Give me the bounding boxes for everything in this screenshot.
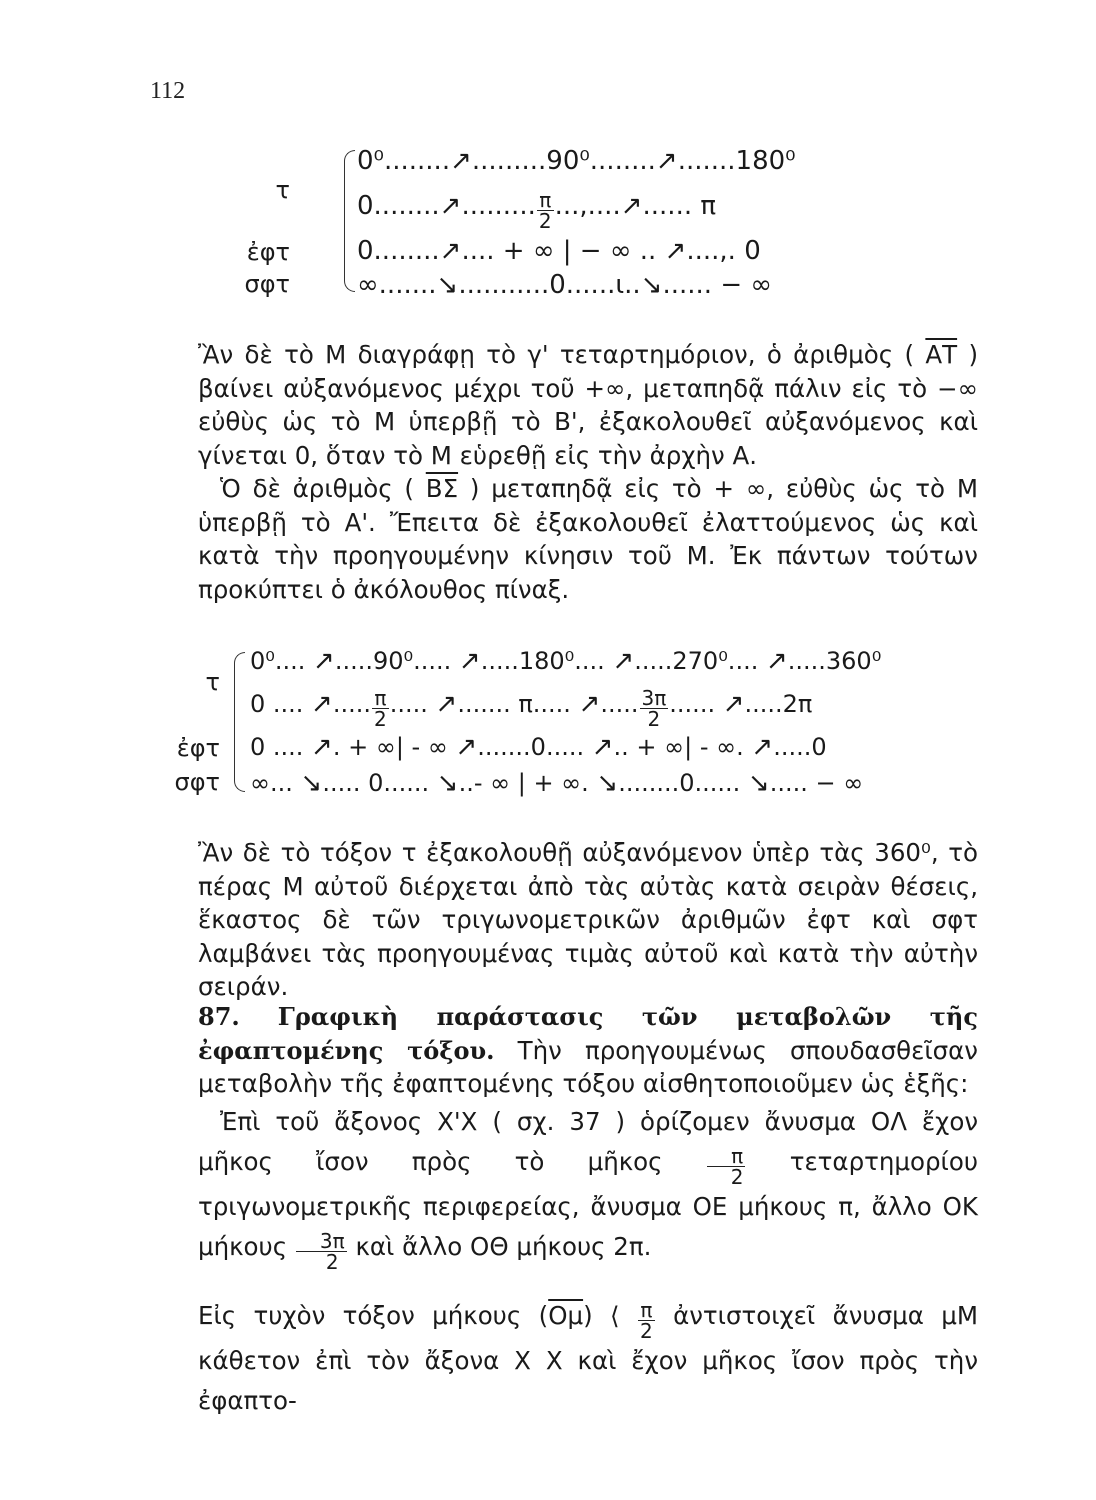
arrow-down-icon: ↘ — [596, 768, 619, 798]
text-run: Ἐπὶ τοῦ ἄξονος Χ'Χ ( σχ. 37 ) ὁρίζομεν ἄνυσμα ΟΛ ἔχον μῆκος ἴσον πρὸς τὸ μῆκος — [198, 1107, 978, 1176]
label-tau: τ — [205, 668, 220, 696]
label-sft: σφτ — [174, 768, 220, 796]
cell-text: 0........ — [357, 191, 440, 221]
arrow-down-icon: ↘ — [436, 768, 459, 798]
arrow-down-icon: ↘ — [300, 768, 323, 798]
arrow-up-icon: ↗ — [765, 646, 788, 676]
arrow-up-icon: ↗ — [313, 646, 335, 676]
arrow-down-icon: ↘ — [640, 270, 663, 300]
fraction-numerator: π — [539, 188, 552, 212]
cell-text: 0⁰........ — [357, 146, 451, 176]
arrow-up-icon: ↗ — [435, 689, 458, 719]
cell-text: . + ∞| - ∞ — [332, 733, 456, 761]
fraction — [638, 1300, 655, 1341]
paragraph — [198, 1102, 978, 1272]
fraction-numerator: π — [374, 686, 387, 710]
table-brace — [234, 652, 245, 792]
arrow-up-icon: ↗ — [722, 689, 745, 719]
cell-text: ...,.... — [554, 191, 621, 221]
text-run: Ἂν δὲ τὸ Μ διαγράφῃ τὸ γ' τεταρτημόριον, ὁ ἀριθμὸς ( — [198, 340, 915, 369]
cell-text: ...........0......ι.. — [458, 270, 641, 300]
page-number: 112 — [150, 78, 186, 104]
cell-text: .....2π — [744, 690, 813, 718]
fraction-denominator: 2 — [538, 209, 552, 233]
fraction-denominator: 2 — [707, 1166, 746, 1187]
arrow-up-icon: ↗ — [450, 146, 472, 176]
cell-text: ∞... — [250, 769, 301, 797]
cell-text: .....360⁰ — [787, 647, 882, 675]
fraction-numerator: π — [731, 1144, 744, 1168]
fraction-denominator: 2 — [640, 708, 669, 729]
text-run: ἀντιστοιχεῖ ἄνυσμα μΜ κάθετον ἐπὶ τὸν ἄξονα Χ Χ καὶ ἔχον μῆκος ἴσον πρὸς τὴν ἐφαπτο- — [198, 1301, 978, 1415]
text-run: Ὁ δὲ ἀριθμὸς ( — [220, 474, 414, 503]
section-87 — [198, 1000, 978, 1101]
text-run: ) βαίνει αὐξανόμενος μέχρι τοῦ +∞, μεταπηδᾷ πάλιν εἰς τὸ −∞ εὐθὺς ὡς τὸ Μ ὑπερβῇ τὸ Β', ἐξακολουθεῖ αὐξανόμενος καὶ γίνεται 0, ὅταν τὸ Μ εὑρεθῇ εἰς τὴν ἀρχὴν Α. — [198, 340, 978, 470]
arrow-up-icon: ↗ — [655, 146, 678, 176]
cell-text: 0 .... — [250, 690, 312, 718]
cell-text: ..... — [332, 690, 371, 718]
cell-text: ...... π — [642, 191, 717, 221]
cell-text: .....0 — [773, 733, 827, 761]
fraction-denominator: 2 — [639, 1319, 653, 1343]
cell-text: ....,. 0 — [686, 236, 761, 266]
cell-text: 0........ — [357, 236, 440, 266]
arrow-down-icon: ↘ — [436, 270, 459, 300]
arrow-down-icon: ↘ — [747, 768, 770, 798]
fraction-numerator: 3π — [319, 1229, 345, 1253]
table-row — [250, 770, 863, 796]
arrow-up-icon: ↗ — [311, 689, 333, 719]
paragraph — [198, 1296, 978, 1421]
text-run: Εἰς τυχὸν τόξον μήκους ( — [198, 1301, 549, 1330]
fraction-denominator: 2 — [374, 707, 387, 731]
arrow-up-icon: ↗ — [751, 732, 774, 762]
cell-text: .....90⁰..... — [334, 647, 459, 675]
label-sft: σφτ — [244, 270, 290, 298]
cell-text: .......180⁰ — [677, 146, 796, 176]
label-eft: ἐφτ — [246, 238, 290, 266]
cell-text: .....180⁰.... — [480, 647, 613, 675]
cell-text: ...... — [669, 690, 723, 718]
table-row — [250, 648, 881, 674]
overlined-arc: $\overline{AT}$ — [925, 340, 958, 369]
fraction — [707, 1146, 746, 1187]
cell-text: .. + ∞| - ∞. — [613, 733, 752, 761]
cell-text: .......0..... — [477, 733, 592, 761]
section-text: Τὴν προηγουμένως σπουδασθεῖσαν μεταβολὴν τῆς ἐφαπτομένης τόξου αἰσθητοποιοῦμεν ὡς ἑξῆς: — [198, 1035, 978, 1098]
fraction-denominator: 2 — [296, 1251, 347, 1272]
cell-text: ∞....... — [357, 270, 437, 300]
cell-text: .... + ∞ | − ∞ .. — [461, 236, 665, 266]
arrow-up-icon: ↗ — [311, 732, 333, 762]
fraction — [296, 1231, 347, 1272]
cell-text: ....... π..... — [457, 690, 579, 718]
overlined-arc: $\overline{B\Sigma}$ — [425, 474, 459, 503]
fraction — [372, 688, 389, 729]
fraction-numerator: π — [640, 1298, 653, 1322]
arrow-up-icon: ↗ — [578, 689, 601, 719]
cell-text: 0 .... — [250, 733, 312, 761]
text-run: ) μεταπηδᾷ εἰς τὸ + ∞, εὐθὺς ὡς τὸ Μ ὑπερβῇ τὸ Α'. Ἔπειτα δὲ ἐξακολουθεῖ ἐλαττούμενος ὡς καὶ κατὰ τὴν προηγουμένην κίνησιν τοῦ Μ. Ἐκ πάντων τούτων προκύπτει ὁ ἀκόλουθος πίναξ. — [198, 474, 978, 604]
cell-text: ..- ∞ | + ∞. — [458, 769, 597, 797]
section-title: Γραφικὴ παράστασις τῶν μεταβολῶν τῆς ἐφαπτομένης τόξου. — [198, 1002, 978, 1065]
text-run: ) ⟨ — [583, 1301, 620, 1330]
arrow-up-icon: ↗ — [439, 236, 462, 266]
cell-text: ...... − ∞ — [662, 270, 773, 300]
arrow-up-icon: ↗ — [591, 732, 614, 762]
label-eft: ἐφτ — [176, 734, 220, 762]
text-run: τεταρτημορίου τριγωνομετρικῆς περιφερείας, ἄνυσμα ΟΕ μήκους π, ἄλλο ΟΚ μήκους — [198, 1147, 978, 1261]
table-row — [250, 688, 812, 729]
text-run: καὶ ἄλλο ΟΘ μήκους 2π. — [355, 1232, 652, 1261]
arrow-up-icon: ↗ — [612, 646, 635, 676]
cell-text: ..... 0...... — [322, 769, 437, 797]
arrow-up-icon: ↗ — [439, 191, 462, 221]
cell-text: 0⁰.... — [250, 647, 314, 675]
paragraph: Ἂν δὲ τὸ τόξον τ ἐξακολουθῇ αὐξανόμενον ὑπὲρ τὰς 360⁰, τὸ πέρας Μ αὐτοῦ διέρχεται ἀπὸ τὰς αὐτὰς κατὰ σειρὰν θέσεις, ἕκαστος δὲ τῶν τριγωνομετρικῶν ἀριθμῶν ἐφτ καὶ σφτ λαμβάνει τὰς προηγουμένας τιμὰς αὐτοῦ καὶ κατὰ τὴν αὐτὴν σειράν. — [198, 838, 978, 1001]
table-row — [250, 734, 827, 760]
cell-text: ..... — [389, 690, 436, 718]
cell-text: ..... — [600, 690, 639, 718]
fraction — [640, 688, 669, 729]
cell-text: .....270⁰.... — [634, 647, 766, 675]
cell-text: .........90⁰........ — [471, 146, 656, 176]
arrow-up-icon: ↗ — [455, 732, 478, 762]
cell-text: ......... — [461, 191, 536, 221]
label-tau: τ — [275, 176, 290, 204]
cell-text: ........0...... — [618, 769, 748, 797]
section-number: 87. — [198, 1002, 240, 1031]
overlined-arc: $\overline{O\mu}$ — [548, 1301, 584, 1330]
arrow-up-icon: ↗ — [620, 191, 643, 221]
cell-text: ..... − ∞ — [769, 769, 864, 797]
arrow-up-icon: ↗ — [664, 236, 687, 266]
arrow-up-icon: ↗ — [458, 646, 481, 676]
fraction-numerator: 3π — [641, 686, 667, 710]
